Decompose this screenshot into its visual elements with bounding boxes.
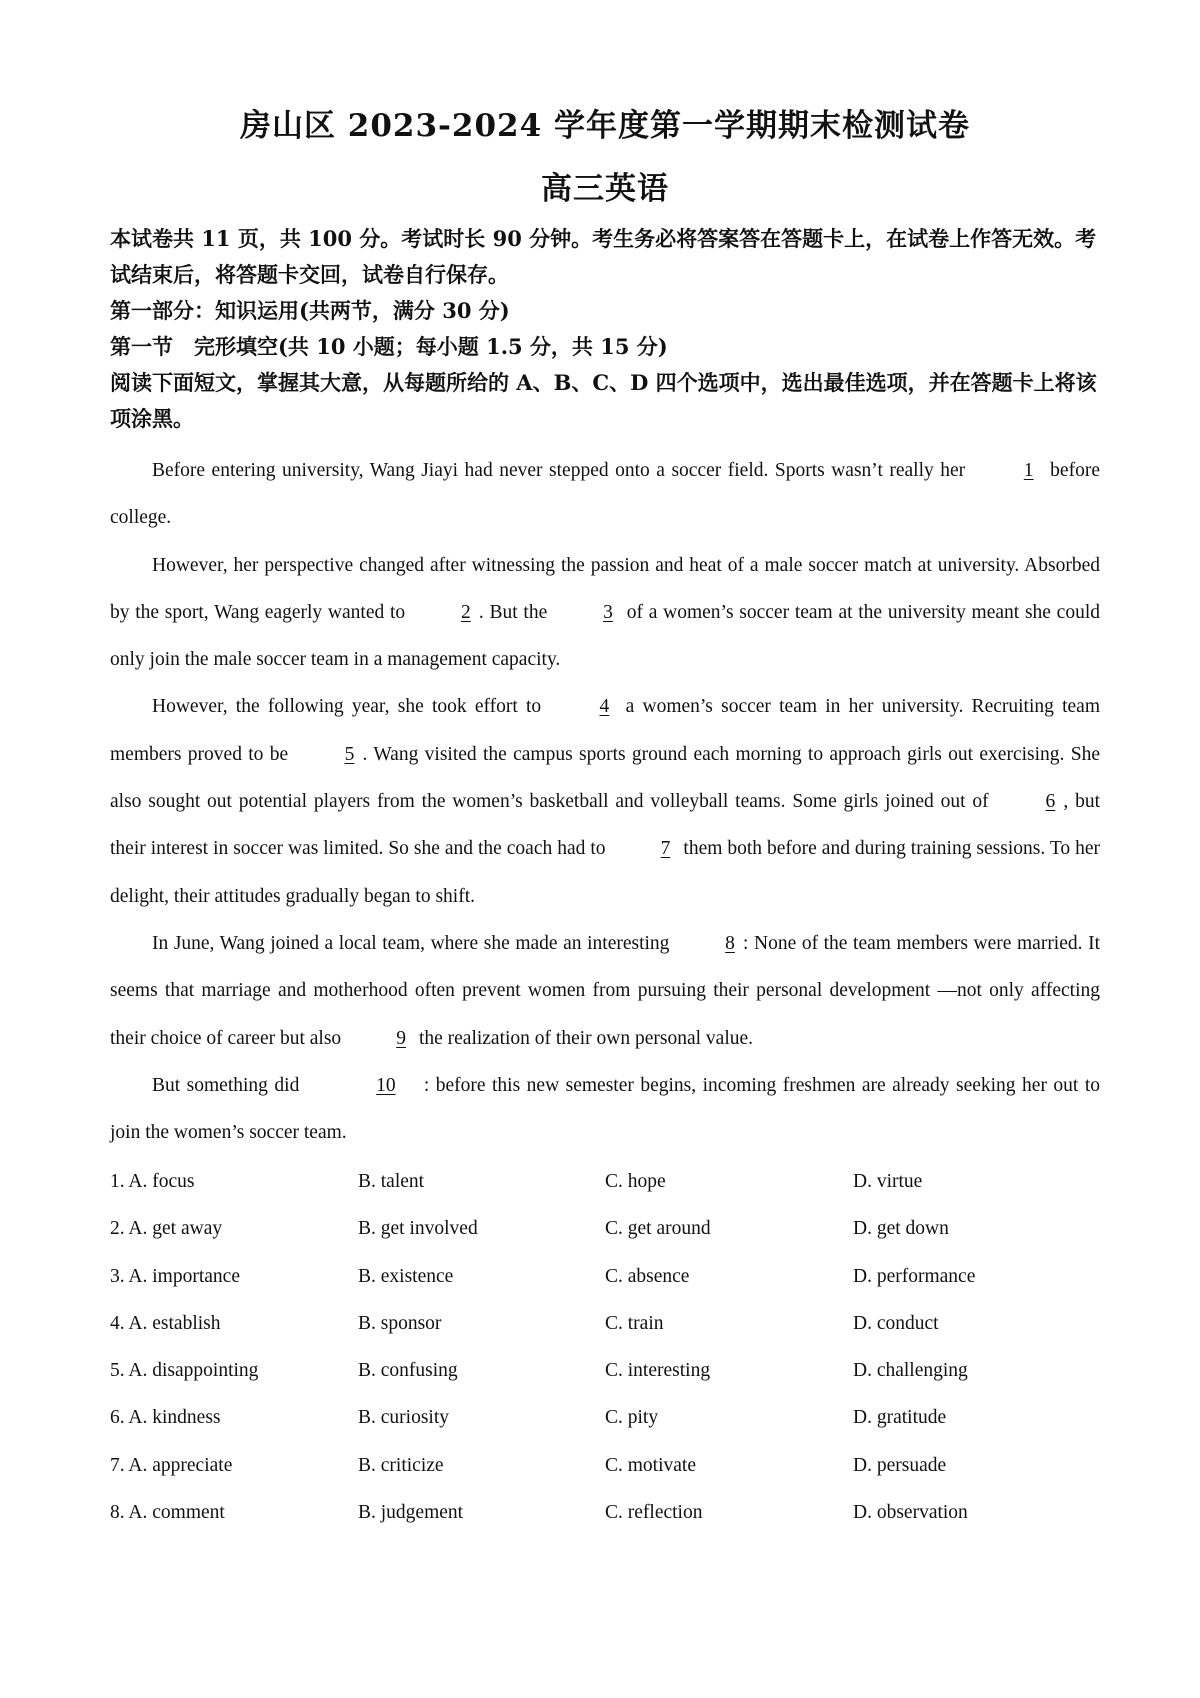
option-row-8 bbox=[110, 1489, 1100, 1536]
option-5-b: B. confusing bbox=[358, 1360, 458, 1382]
passage-text: . Wang visited the campus sports ground each morning to approach girls out exercising. She also sought out potential players from the women’s basketball and volleyball teams. Some girls joined out of bbox=[110, 743, 1100, 813]
exam-subject: 高三英语 bbox=[541, 171, 669, 207]
option-7-c: C. motivate bbox=[605, 1454, 696, 1476]
option-1-b: B. talent bbox=[358, 1171, 425, 1192]
option-2-c: C. get around bbox=[605, 1218, 711, 1240]
option-row-7 bbox=[110, 1442, 1100, 1489]
option-3-c: C. absence bbox=[605, 1265, 690, 1287]
blank-6: 6 bbox=[1045, 791, 1056, 813]
option-5-d: D. challenging bbox=[853, 1360, 968, 1382]
option-row-1 bbox=[110, 1158, 1100, 1205]
option-2-d: D. get down bbox=[853, 1218, 949, 1240]
option-row-2 bbox=[110, 1205, 1100, 1252]
option-7-b: B. criticize bbox=[358, 1454, 444, 1476]
answer-options bbox=[110, 1158, 1100, 1536]
blank-9: 9 bbox=[396, 1027, 406, 1049]
blank-7: 7 bbox=[660, 838, 671, 860]
passage-paragraph bbox=[110, 542, 1100, 684]
blank-4: 4 bbox=[599, 696, 610, 718]
passage-text: of a women’s soccer team at the university meant she could only join the male soccer team in a management capacity. bbox=[110, 601, 1101, 671]
option-4-c: C. train bbox=[605, 1312, 664, 1334]
option-5-c: C. interesting bbox=[605, 1360, 711, 1382]
option-row-3 bbox=[110, 1253, 1100, 1300]
option-3-d: D. performance bbox=[853, 1265, 976, 1287]
option-1-d: D. virtue bbox=[853, 1171, 923, 1192]
passage-text: In June, Wang joined a local team, where she made an interesting bbox=[152, 932, 676, 954]
option-8-c: C. reflection bbox=[605, 1502, 703, 1524]
option-2-b: B. get involved bbox=[358, 1218, 478, 1240]
passage-text: Before entering university, Wang Jiayi had never stepped onto a soccer field. Sports wasn’t really her bbox=[152, 460, 972, 481]
passage-text: the realization of their own personal value. bbox=[414, 1027, 754, 1049]
blank-5: 5 bbox=[344, 743, 355, 765]
option-4-d: D. conduct bbox=[853, 1312, 939, 1334]
cloze-passage bbox=[110, 447, 1100, 1156]
option-6-b: B. curiosity bbox=[358, 1407, 449, 1429]
passage-text: a women’s soccer team in her university. Recruiting team members proved to be bbox=[110, 696, 1100, 765]
option-4-b: B. sponsor bbox=[358, 1312, 442, 1334]
section-heading: 第一节 完形填空(共 10 小题；每小题 1.5 分，共 15 分) bbox=[110, 334, 668, 359]
passage-text: : before this new semester begins, incoming freshmen are already seeking her out to join the women’s soccer team. bbox=[110, 1074, 1100, 1144]
option-1-c: C. hope bbox=[605, 1171, 666, 1192]
blank-2: 2 bbox=[461, 601, 471, 623]
option-7-a: 7. A. appreciate bbox=[110, 1454, 233, 1476]
passage-paragraph bbox=[110, 447, 1100, 542]
instruction-general: 本试卷共 11 页，共 100 分。考试时长 90 分钟。考生务必将答案答在答题卡上，在试卷上作答无效。考试结束后，将答题卡交回，试卷自行保存。 bbox=[110, 226, 1097, 287]
option-row-4 bbox=[110, 1300, 1100, 1347]
option-3-b: B. existence bbox=[358, 1265, 454, 1287]
option-5-a: 5. A. disappointing bbox=[110, 1360, 259, 1382]
passage-text: However, the following year, she took effort to bbox=[152, 696, 550, 718]
passage-text: But something did bbox=[152, 1074, 306, 1096]
option-4-a: 4. A. establish bbox=[110, 1312, 221, 1334]
part-heading: 第一部分：知识运用(共两节，满分 30 分) bbox=[110, 298, 510, 323]
option-2-a: 2. A. get away bbox=[110, 1218, 223, 1240]
option-8-a: 8. A. comment bbox=[110, 1502, 225, 1524]
passage-text: . But the bbox=[478, 601, 553, 623]
passage-paragraph bbox=[110, 683, 1100, 919]
passage-paragraph bbox=[110, 1062, 1100, 1157]
option-1-a: 1. A. focus bbox=[110, 1171, 195, 1192]
passage-text: : None of the team members were married. It seems that marriage and motherhood often prevent women from pursuing their personal development —not only affecting their choice of career but also bbox=[110, 932, 1100, 1049]
exam-title: 房山区 2023-2024 学年度第一学期期末检测试卷 bbox=[239, 108, 970, 144]
option-8-d: D. observation bbox=[853, 1502, 968, 1524]
blank-10: 10 bbox=[376, 1074, 396, 1096]
exam-instructions bbox=[110, 221, 1100, 437]
option-row-5 bbox=[110, 1347, 1100, 1394]
option-6-c: C. pity bbox=[605, 1407, 659, 1429]
option-3-a: 3. A. importance bbox=[110, 1265, 240, 1287]
option-6-a: 6. A. kindness bbox=[110, 1407, 221, 1429]
section-directions: 阅读下面短文，掌握其大意，从每题所给的 A、B、C、D 四个选项中，选出最佳选项，并在答题卡上将该项涂黑。 bbox=[110, 370, 1097, 431]
blank-1: 1 bbox=[1023, 460, 1034, 481]
passage-text: them both before and during training sessions. To her delight, their attitudes gradually began to shift. bbox=[110, 838, 1100, 907]
blank-8: 8 bbox=[725, 932, 735, 954]
option-row-6 bbox=[110, 1394, 1100, 1441]
passage-text: , but their interest in soccer was limited. So she and the coach had to bbox=[110, 791, 1100, 860]
passage-paragraph bbox=[110, 920, 1100, 1062]
option-7-d: D. persuade bbox=[853, 1454, 947, 1476]
option-6-d: D. gratitude bbox=[853, 1407, 947, 1429]
blank-3: 3 bbox=[603, 601, 613, 623]
passage-text: However, her perspective changed after witnessing the passion and heat of a male soccer match at university. Absorbed by the sport, Wang eagerly wanted to bbox=[110, 554, 1100, 623]
passage-text: before college. bbox=[110, 460, 1100, 529]
option-8-b: B. judgement bbox=[358, 1502, 464, 1524]
